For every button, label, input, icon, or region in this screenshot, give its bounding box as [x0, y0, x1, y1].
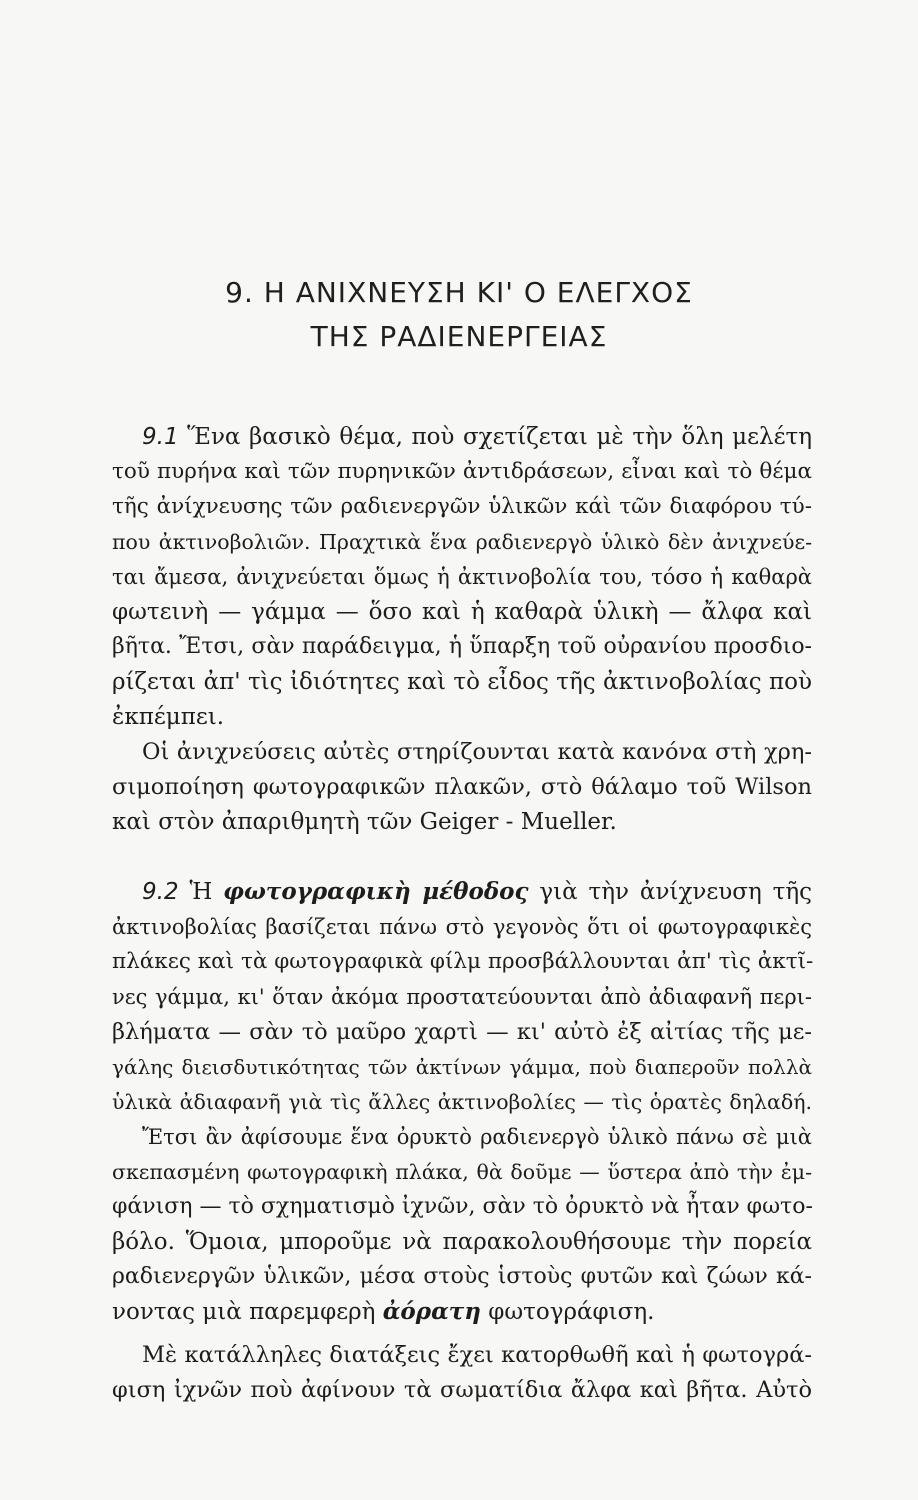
paragraph-line: ραδιενεργῶν ὑλικῶν, μέσα στοὺς ἱστοὺς φυτῶν καὶ ζώων κά- [112, 1264, 812, 1289]
section-9-1-line-1 [142, 420, 812, 454]
section-9-2-line-1 [142, 875, 812, 909]
paragraph-line: βῆτα. Ἔτσι, σὰν παράδειγμα, ἡ ὕπαρξη τοῦ οὐρανίου προσδιο- [112, 634, 812, 659]
paragraph-text: νοντας μιὰ παρεμφερὴ [112, 1299, 376, 1325]
paragraph-text: Ἕνα βασικὸ θέμα, ποὺ σχετίζεται μὲ τὴν ὅλη μελέτη [187, 424, 812, 450]
paragraph-line: ἐκπέμπει. [112, 704, 225, 730]
paragraph-text: γιὰ τὴν ἀνίχνευση τῆς [539, 879, 812, 905]
paragraph-line: βόλο. Ὅμοια, μποροῦμε νὰ παρακολουθήσουμε τὴν πορεία [112, 1229, 812, 1255]
paragraph-line: φάνιση — τὸ σχηματισμὸ ἰχνῶν, σὰν τὸ ὀρυκτὸ νὰ ἦταν φωτο- [112, 1194, 813, 1219]
chapter-title-line-1: 9. Η ΑΝΙΧΝΕΥΣΗ ΚΙ' Ο ΕΛΕΓΧΟΣ [225, 276, 693, 309]
paragraph-line: που ἀκτινοβολιῶν. Πραχτικὰ ἕνα ραδιενεργὸ ὑλικὸ δὲν ἀνιχνεύε- [112, 530, 812, 554]
paragraph-line: τῆς ἀνίχνευσης τῶν ραδιενεργῶν ὑλικῶν κάὶ τῶν διαφόρου τύ- [112, 494, 812, 519]
paragraph-line: ται ἄμεσα, ἀνιχνεύεται ὅμως ἡ ἀκτινοβολία του, τόσο ἡ καθαρὰ [112, 565, 812, 589]
paragraph-line: πλάκες καὶ τὰ φωτογραφικὰ φίλμ προσβάλλουνται ἀπ' τὶς ἀκτῖ- [112, 949, 814, 974]
paragraph-line: Ἔτσι ἂν ἀφίσουμε ἕνα ὀρυκτὸ ραδιενεργὸ ὑλικὸ πάνω σὲ μιὰ [142, 1125, 812, 1149]
chapter-title-line-2: ΤΗΣ ΡΑΔΙΕΝΕΡΓΕΙΑΣ [310, 320, 608, 353]
section-number: 9.2 [142, 879, 179, 905]
paragraph-line: Οἱ ἀνιχνεύσεις αὐτὲς στηρίζουνται κατὰ κανόνα στὴ χρη- [142, 739, 812, 765]
paragraph-line: γάλης διεισδυτικότητας τῶν ἀκτίνων γάμμα, ποὺ διαπεροῦν πολλὰ [112, 1055, 812, 1079]
paragraph-line: καὶ στὸν ἀπαριθμητὴ τῶν Geiger - Mueller. [112, 809, 617, 835]
paragraph-line: σιμοποίηση φωτογραφικῶν πλακῶν, στὸ θάλαμο τοῦ Wilson [112, 774, 812, 800]
section-number: 9.1 [142, 424, 179, 450]
emphasized-term: φωτογραφικὴ μέθοδος [223, 878, 529, 905]
paragraph-line: βλήματα — σὰν τὸ μαῦρο χαρτὶ — κι' αὐτὸ ἐξ αἰτίας τῆς με- [112, 1019, 812, 1045]
emphasized-term: ἀόρατη [382, 1298, 481, 1325]
paragraph-line [112, 1295, 812, 1329]
paragraph-text: Ἡ [189, 879, 213, 905]
paragraph-line: φιση ἰχνῶν ποὺ ἀφίνουν τὰ σωματίδια ἄλφα καὶ βῆτα. Αὐτὸ [112, 1377, 812, 1403]
paragraph-line: ἀκτινοβολίας βασίζεται πάνω στὸ γεγονὸς ὅτι οἱ φωτογραφικὲς [112, 915, 812, 939]
paragraph-line: σκεπασμένη φωτογραφικὴ πλάκα, θὰ δοῦμε — ὕστερα ἀπὸ τὴν ἐμ- [112, 1160, 812, 1184]
paragraph-line: νες γάμμα, κι' ὅταν ἀκόμα προστατεύουνται ἀπὸ ἀδιαφανῆ περι- [112, 985, 812, 1009]
paragraph-line: Μὲ κατάλληλες διατάξεις ἔχει κατορθωθῆ καὶ ἡ φωτογρά- [142, 1342, 812, 1368]
paragraph-text: φωτογράφιση. [488, 1299, 655, 1325]
paragraph-line: φωτεινὴ — γάμμα — ὅσο καὶ ἡ καθαρὰ ὑλικὴ — ἄλφα καὶ [112, 599, 812, 625]
paragraph-line: τοῦ πυρήνα καὶ τῶν πυρηνικῶν ἀντιδράσεων, εἶναι καὶ τὸ θέμα [112, 459, 812, 484]
paragraph-line: ρίζεται ἀπ' τὶς ἰδιότητες καὶ τὸ εἶδος τῆς ἀκτινοβολίας ποὺ [112, 669, 812, 695]
paragraph-line: ὑλικὰ ἀδιαφανῆ γιὰ τὶς ἄλλες ἀκτινοβολίες — τὶς ὁρατὲς δηλαδή. [112, 1090, 812, 1114]
